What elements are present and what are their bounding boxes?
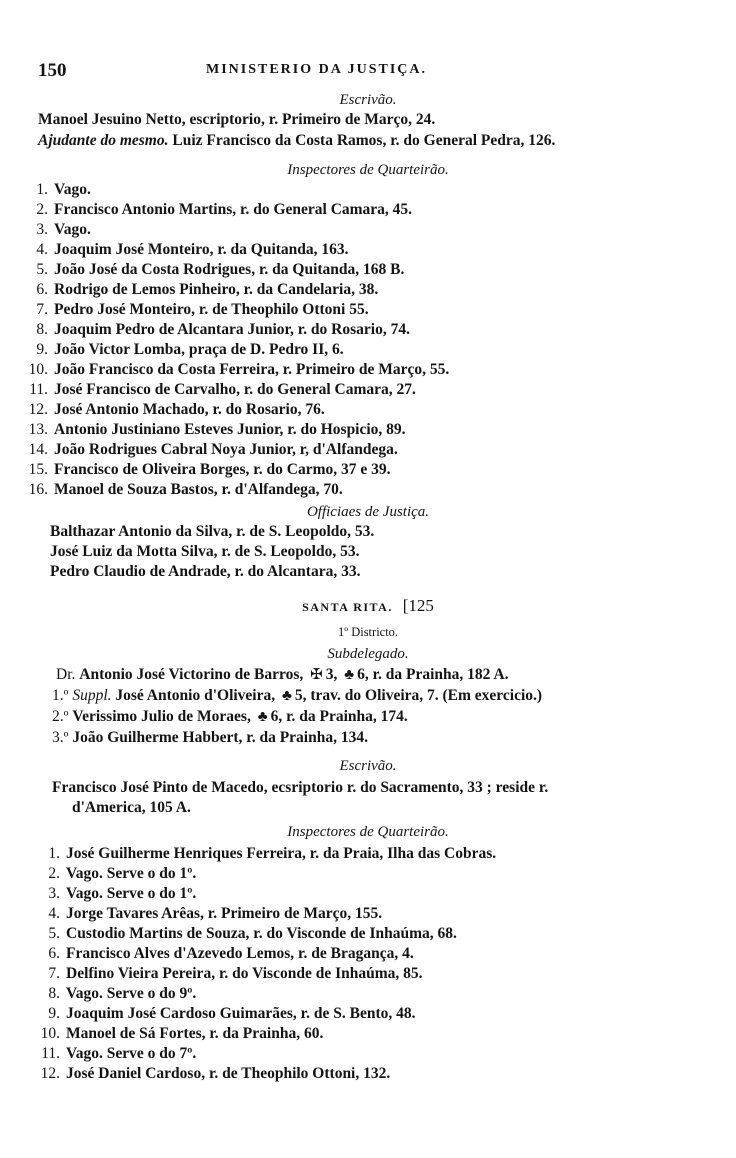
list-item: 13. Antonio Justiniano Esteves Junior, r. do Hospicio, 89. (28, 421, 406, 438)
list-item: 11. José Francisco de Carvalho, r. do General Camara, 27. (29, 381, 416, 398)
list-item: 7. Pedro José Monteiro, r. de Theophilo Ottoni 55. (36, 301, 369, 318)
rose-icon: ♣ (257, 709, 268, 725)
escrivao-entry-cont: d'America, 105 A. (72, 799, 191, 816)
list-item: 2. Vago. Serve o do 1º. (48, 865, 197, 882)
suplente-entry: 3.º João Guilherme Habbert, r. da Prainha, 134. (52, 729, 368, 746)
list-item: Pedro Claudio de Andrade, r. do Alcantara, 33. (50, 563, 361, 580)
list-item: 3. Vago. Serve o do 1º. (48, 885, 197, 902)
list-item: 12. José Antonio Machado, r. do Rosario, 76. (28, 401, 325, 418)
page-number: 150 (38, 60, 67, 81)
list-item: 2. Francisco Antonio Martins, r. do General Camara, 45. (36, 201, 413, 218)
page-header (38, 60, 698, 82)
escrivao-entry (38, 110, 435, 130)
list-item: Balthazar Antonio da Silva, r. de S. Leopoldo, 53. (50, 523, 375, 540)
ajudante-entry (38, 131, 555, 151)
list-item: 4. Joaquim José Monteiro, r. da Quitanda, 163. (36, 241, 349, 258)
list-item: 4. Jorge Tavares Arêas, r. Primeiro de Março, 155. (48, 905, 383, 922)
list-item: 7. Delfino Vieira Pereira, r. do Visconde de Inhaúma, 85. (48, 965, 423, 982)
parish-ref: [125 (402, 596, 434, 615)
list-item: 16. Manoel de Souza Bastos, r. d'Alfandega, 70. (28, 481, 343, 498)
suplente-entry: 1.º Suppl. José Antonio d'Oliveira, ♣ 5, trav. do Oliveira, 7. (Em exercicio.) (52, 687, 543, 704)
list-item: 5. João José da Costa Rodrigues, r. da Quitanda, 168 B. (36, 261, 405, 278)
section-heading-officiaes: Officiaes de Justiça. (306, 504, 430, 520)
list-item: 14. João Rodrigues Cabral Noya Junior, r, d'Alfandega. (28, 441, 398, 458)
list-item: 3. Vago. (36, 221, 91, 238)
ajudante-label: Ajudante do mesmo. (38, 132, 169, 149)
district-heading: 1º Districto. (337, 625, 399, 639)
running-title: MINISTERIO DA JUSTIÇA. (206, 62, 427, 77)
list-item: 6. Francisco Alves d'Azevedo Lemos, r. de Bragança, 4. (48, 945, 414, 962)
list-item: 9. João Victor Lomba, praça de D. Pedro II, 6. (36, 341, 344, 358)
list-item: 9. Joaquim José Cardoso Guimarães, r. de S. Bento, 48. (48, 1005, 416, 1022)
list-item: José Luiz da Motta Silva, r. de S. Leopoldo, 53. (50, 543, 360, 560)
section-heading-inspectores: Inspectores de Quarteirão. (287, 162, 449, 178)
ajudante-text: Luiz Francisco da Costa Ramos, r. do General Pedra, 126. (172, 132, 556, 149)
escrivao-entry: Francisco José Pinto de Macedo, ecsriptorio r. do Sacramento, 33 ; reside r. (52, 779, 549, 796)
list-item: 8. Joaquim Pedro de Alcantara Junior, r. do Rosario, 74. (36, 321, 410, 338)
parish-heading (0, 596, 736, 616)
section-heading-subdelegado: Subdelegado. (327, 646, 409, 662)
list-item: 10. Manoel de Sá Fortes, r. da Prainha, 60. (40, 1025, 324, 1042)
list-item: 6. Rodrigo de Lemos Pinheiro, r. da Candelaria, 38. (36, 281, 379, 298)
list-item: 1. Vago. (36, 181, 91, 198)
list-item: 12. José Daniel Cardoso, r. de Theophilo Ottoni, 132. (40, 1065, 391, 1082)
section-heading-inspectores: Inspectores de Quarteirão. (287, 824, 449, 840)
subdelegado-entry: Dr. Antonio José Victorino de Barros, ✠ 3, ♣ 6, r. da Prainha, 182 A. (56, 666, 509, 683)
cross-icon: ✠ (310, 667, 323, 683)
rose-icon: ♣ (344, 667, 355, 683)
escrivao-name: Manoel Jesuino Netto, escriptorio, r. Primeiro de Março, 24. (38, 111, 436, 128)
section-heading-escrivao: Escrivão. (339, 92, 397, 108)
suplente-entry: 2.º Verissimo Julio de Moraes, ♣ 6, r. da Prainha, 174. (52, 708, 408, 725)
list-item: 10. João Francisco da Costa Ferreira, r. Primeiro de Março, 55. (28, 361, 450, 378)
list-item: 15. Francisco de Oliveira Borges, r. do Carmo, 37 e 39. (28, 461, 391, 478)
section-heading-escrivao: Escrivão. (339, 758, 397, 774)
list-item: 11. Vago. Serve o do 7º. (41, 1045, 197, 1062)
list-item: 1. José Guilherme Henriques Ferreira, r. da Praia, Ilha das Cobras. (48, 845, 497, 862)
list-item: 8. Vago. Serve o do 9º. (48, 985, 197, 1002)
list-item: 5. Custodio Martins de Souza, r. do Visconde de Inhaúma, 68. (48, 925, 457, 942)
parish-title: SANTA RITA. (302, 600, 393, 614)
rose-icon: ♣ (282, 688, 292, 704)
